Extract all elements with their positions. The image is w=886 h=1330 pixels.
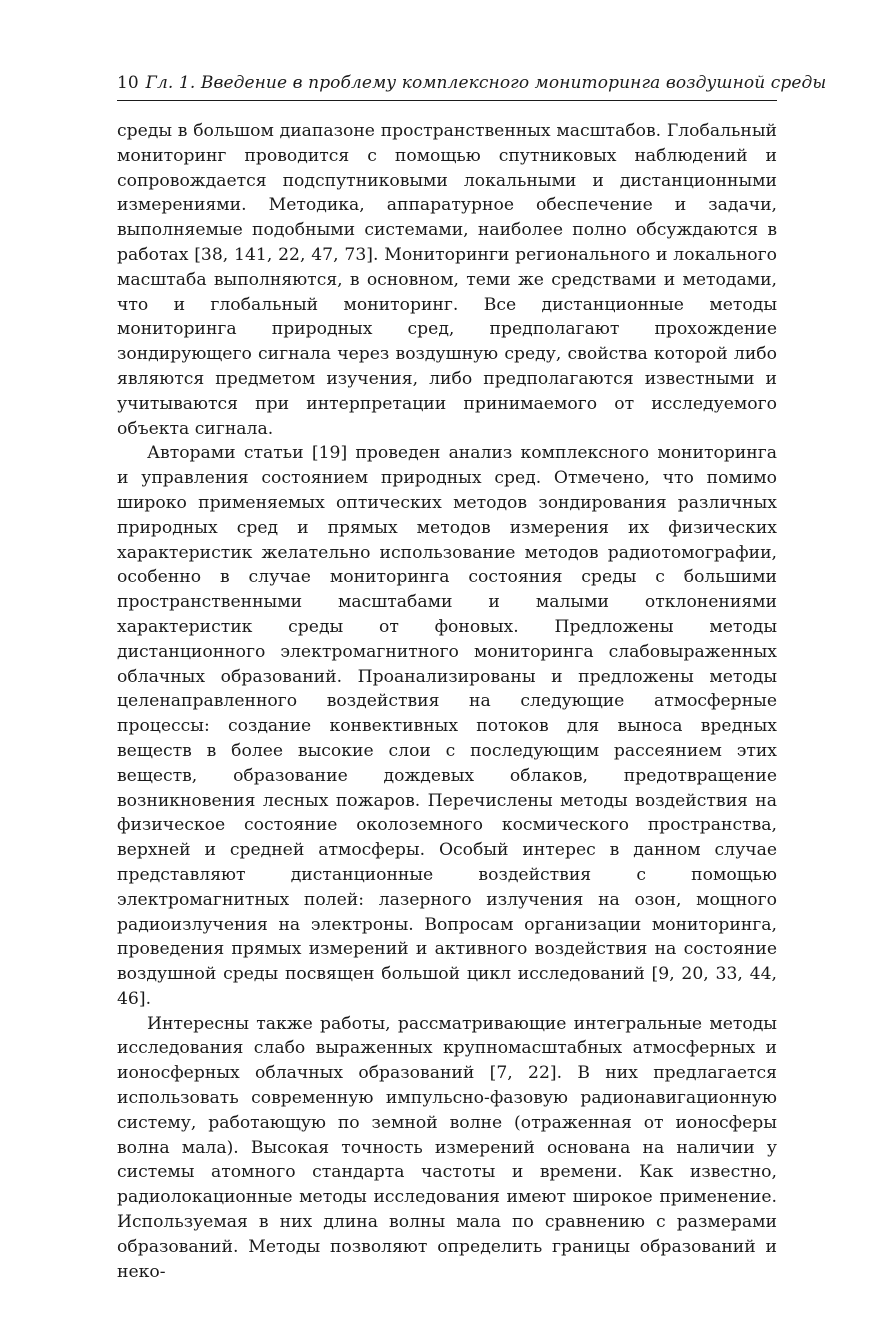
page-number: 10: [117, 73, 139, 93]
book-page: [117, 72, 827, 1284]
paragraph-integral-methods: Интересны также работы, рассматривающие интегральные методы исследования слабо выраженных крупномасштабных атмосферных и ионосферных облачных образований [7, 22]. В них предлагается использовать современную импульсно-фазовую радионавигационную систему, работающую по земной волне (отраженная от ионосферы волна мала). Высокая точность измерений основана на наличии у системы атомного стандарта частоты и времени. Как известно, радиолокационные методы исследования имеют широкое применение. Используемая в них длина волны мала по сравнению с размерами образований. Методы позволяют определить границы образований и неко-: [117, 1013, 777, 1282]
paragraph-article-analysis: Авторами статьи [19] проведен анализ комплексного мониторинга и управления состоянием природных сред. Отмечено, что помимо широко применяемых оптических методов зондирования различных природных сред и прямых методов измерения их физических характеристик желательно использование методов радиотомографии, особенно в случае мониторинга состояния среды с большими пространственными масштабами и малыми отклонениями характеристик среды от фоновых. Предложены методы дистанционного электромагнитного мониторинга слабовыраженных облачных образований. Проанализированы и предложены методы целенаправленного воздействия на следующие атмосферные процессы: создание конвективных потоков для выноса вредных веществ в более высокие слои с последующим рассеянием этих веществ, образование дождевых облаков, предотвращение возникновения лесных пожаров. Перечислены методы воздействия на физическое состояние околоземного космического пространства, верхней и средней атмосферы. Особый интерес в данном случае представляют дистанционные воздействия с помощью электромагнитных полей: лазерного излучения на озон, мощного радиоизлучения на электроны. Вопросам организации мониторинга, проведения прямых измерений и активного воздействия на состояние воздушной среды посвящен большой цикл исследований [9, 20, 33, 44, 46].: [117, 443, 777, 1009]
running-title: Гл. 1. Введение в проблему комплексного мониторинга воздушной среды: [145, 73, 827, 93]
body-text: [117, 119, 777, 1284]
paragraph-continued: среды в большом диапазоне пространственных масштабов. Глобальный мониторинг проводится с помощью спутниковых наблюдений и сопровождается подспутниковыми локальными и дистанционными измерениями. Методика, аппаратурное обеспечение и задачи, выполняемые подобными системами, наиболее полно обсуждаются в работах [38, 141, 22, 47, 73]. Мониторинги регионального и локального масштаба выполняются, в основном, теми же средствами и методами, что и глобальный мониторинг. Все дистанционные методы мониторинга природных сред, предполагают прохождение зондирующего сигнала через воздушную среду, свойства которой либо являются предметом изучения, либо предполагаются известными и учитываются при интерпретации принимаемого от исследуемого объекта сигнала.: [117, 121, 777, 439]
running-header: [117, 72, 827, 101]
